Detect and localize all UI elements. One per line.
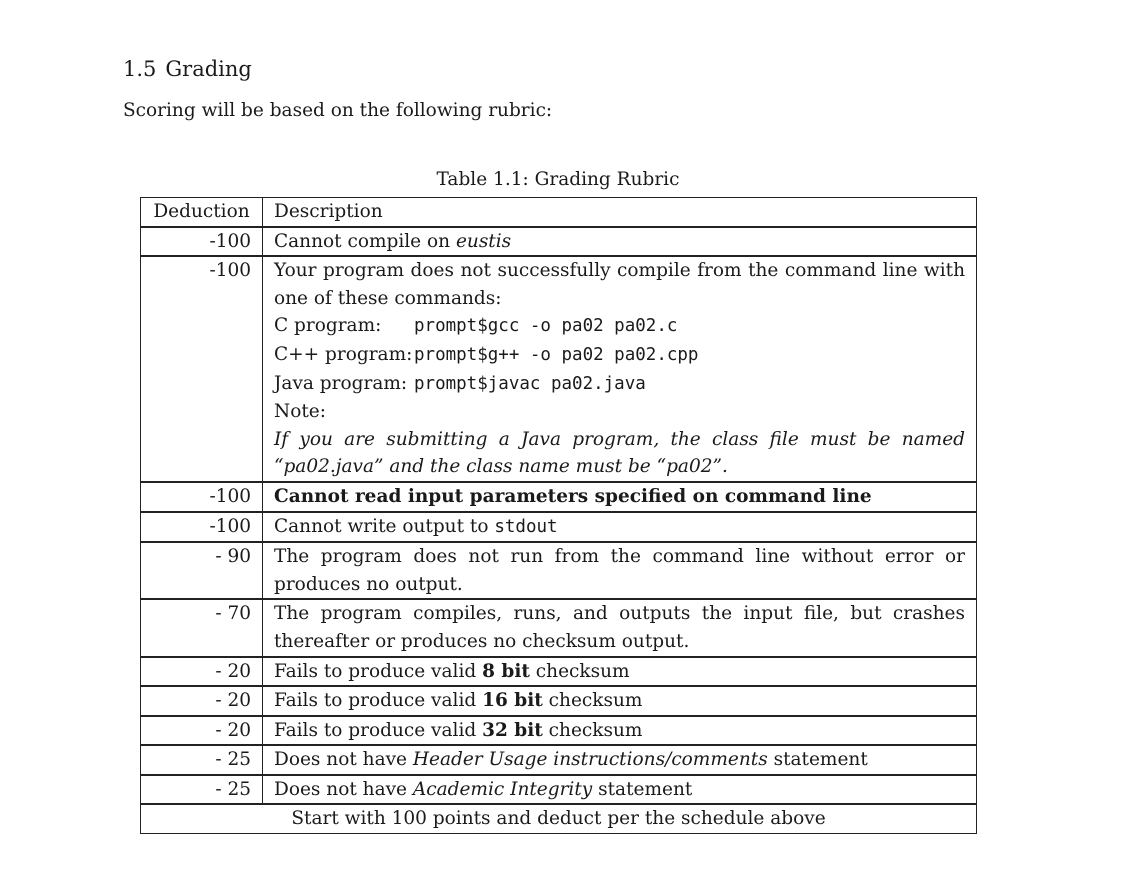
desc-italic: eustis [455, 230, 512, 252]
command-label: C++ program: [274, 343, 413, 365]
desc-text: Does not have [274, 778, 413, 800]
note-label: Note: [274, 401, 326, 423]
section-heading [123, 56, 252, 82]
desc-mono: stdout [494, 516, 558, 537]
description-cell: The program compiles, runs, and outputs the input file, but crashes thereafter or produces no checksum output. [263, 599, 977, 656]
desc-text: Cannot write output to [274, 515, 495, 537]
desc-bold: 8 bit [482, 660, 530, 682]
deduction-cell: - 25 [141, 745, 263, 775]
table-row [141, 227, 977, 257]
desc-text: checksum [542, 690, 643, 712]
table-row [141, 686, 977, 716]
deduction-cell: - 70 [141, 599, 263, 656]
desc-text: statement [592, 778, 693, 800]
command-text: prompt$gcc -o pa02 pa02.c [414, 316, 678, 337]
desc-text: checksum [529, 660, 630, 682]
table-row [141, 512, 977, 543]
header-deduction: Deduction [141, 198, 263, 227]
desc-bold: 16 bit [482, 690, 543, 712]
description-cell [263, 775, 977, 805]
description-cell [263, 227, 977, 257]
table-footer-row [141, 804, 977, 833]
intro-text: Scoring will be based on the following rubric: [123, 100, 553, 121]
desc-italic: Academic Integrity [412, 778, 593, 800]
command-label: Java program: [274, 372, 408, 394]
description-cell [263, 716, 977, 746]
command-text: prompt$javac pa02.java [414, 373, 646, 394]
deduction-cell: - 25 [141, 775, 263, 805]
deduction-cell: - 90 [141, 542, 263, 599]
table-row [141, 599, 977, 656]
description-cell [263, 745, 977, 775]
description-cell [263, 686, 977, 716]
desc-text: Fails to produce valid [274, 660, 483, 682]
command-text: prompt$g++ -o pa02 pa02.cpp [414, 344, 699, 365]
description-cell [263, 256, 977, 482]
table-row [141, 482, 977, 512]
description-cell [263, 657, 977, 687]
desc-italic: Header Usage instructions/comments [412, 749, 768, 771]
desc-text: Your program does not successfully compile from the command line with one of these commands: [274, 260, 965, 309]
description-cell: The program does not run from the command line without error or produces no output. [263, 542, 977, 599]
deduction-cell: - 20 [141, 657, 263, 687]
section-title: Grading [165, 57, 252, 81]
table-row [141, 657, 977, 687]
desc-text: statement [767, 749, 868, 771]
section-number: 1.5 [123, 57, 157, 81]
table-footer: Start with 100 points and deduct per the schedule above [141, 804, 977, 833]
deduction-cell: -100 [141, 482, 263, 512]
desc-text: Fails to produce valid [274, 719, 483, 741]
command-line [274, 312, 965, 341]
description-cell [263, 512, 977, 543]
command-line [274, 341, 965, 370]
grading-rubric-table [140, 197, 977, 834]
table-header-row [141, 198, 977, 227]
desc-text: checksum [542, 719, 643, 741]
desc-text: Cannot compile on [274, 230, 456, 252]
table-caption: Table 1.1: Grading Rubric [436, 169, 680, 190]
table-row [141, 775, 977, 805]
table-row [141, 716, 977, 746]
description-cell: Cannot read input parameters specified on command line [263, 482, 977, 512]
deduction-cell: -100 [141, 227, 263, 257]
table-row [141, 542, 977, 599]
deduction-cell: -100 [141, 512, 263, 543]
table-row [141, 256, 977, 482]
desc-text: Does not have [274, 749, 413, 771]
table-row [141, 745, 977, 775]
header-description: Description [263, 198, 977, 227]
deduction-cell: - 20 [141, 716, 263, 746]
command-line [274, 370, 965, 399]
desc-text: Fails to produce valid [274, 690, 483, 712]
deduction-cell: -100 [141, 256, 263, 482]
note-text: If you are submitting a Java program, the class file must be named “pa02.java” and the class name must be “pa02”. [274, 428, 965, 478]
deduction-cell: - 20 [141, 686, 263, 716]
command-label: C program: [274, 315, 382, 337]
desc-bold: 32 bit [482, 719, 543, 741]
